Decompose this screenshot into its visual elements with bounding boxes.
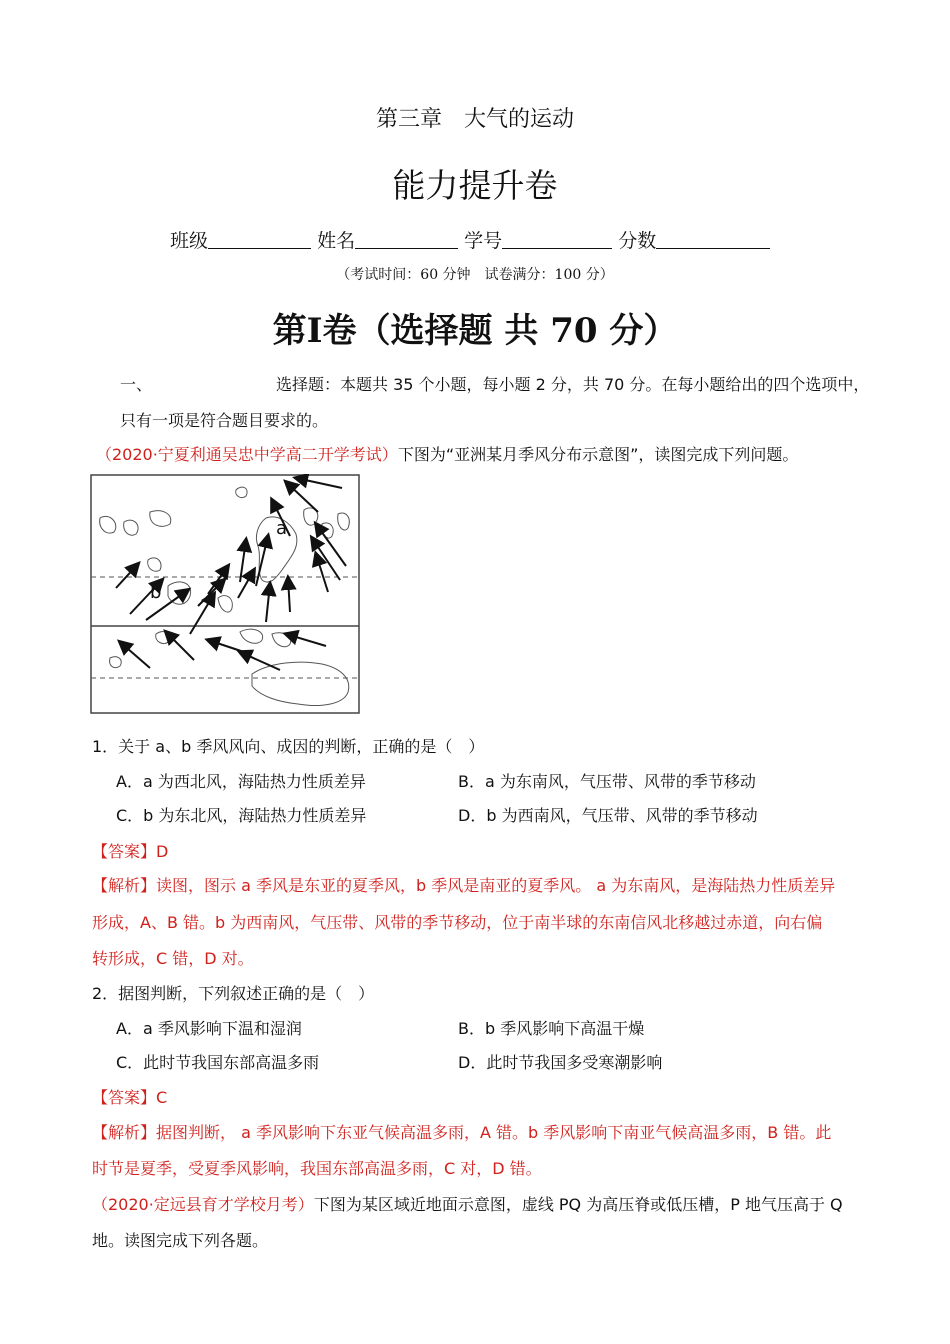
group-stem: 下图为某区域近地面示意图，虚线 PQ 为高压脊或低压槽，P 地气压高于 Q bbox=[313, 1195, 843, 1214]
analysis-label: 【解析】 bbox=[92, 1123, 157, 1142]
exam-time-note: （考试时间：60 分钟 试卷满分：100 分） bbox=[336, 267, 614, 283]
question-group-1-intro bbox=[96, 442, 798, 465]
analysis-label: 【解析】 bbox=[92, 876, 157, 895]
instruction-line-2: 只有一项是符合题目要求的。 bbox=[120, 411, 329, 430]
monsoon-map-figure bbox=[90, 474, 360, 714]
answer-label: 【答案】 bbox=[92, 1088, 157, 1107]
q1-option-b[interactable]: B．a 为东南风，气压带、风带的季节移动 bbox=[458, 772, 756, 791]
q1-option-c[interactable]: C．b 为东北风，海陆热力性质差异 bbox=[116, 806, 367, 825]
monsoon-map bbox=[90, 474, 360, 714]
q2-analysis-line-2: 时节是夏季，受夏季风影响，我国东部高温多雨，C 对，D 错。 bbox=[92, 1159, 542, 1178]
map-label-b: b bbox=[150, 582, 162, 603]
question-group-2-intro bbox=[92, 1192, 843, 1215]
instruction-line-1: 选择题：本题共 35 个小题，每小题 2 分，共 70 分。在每小题给出的四个选项中， bbox=[276, 375, 870, 394]
question-1-stem: 1．关于 a、b 季风风向、成因的判断，正确的是（ ） bbox=[92, 737, 485, 756]
analysis-text: 据图判断， a 季风影响下东亚气候高温多雨，A 错。b 季风影响下南亚气候高温多雨，B 错。此 bbox=[156, 1123, 832, 1142]
class-label: 班级 bbox=[170, 230, 209, 252]
group-2-stem-line-2: 地。读图完成下列各题。 bbox=[92, 1231, 269, 1250]
name-label: 姓名 bbox=[317, 230, 356, 252]
student-info-row bbox=[170, 226, 770, 253]
score-label: 分数 bbox=[618, 230, 657, 252]
q1-option-d[interactable]: D．b 为西南风，气压带、风带的季节移动 bbox=[458, 806, 758, 825]
page-title: 能力提升卷 bbox=[392, 166, 558, 205]
q2-option-b[interactable]: B．b 季风影响下高温干燥 bbox=[458, 1019, 645, 1038]
student-id-label: 学号 bbox=[464, 230, 503, 252]
score-blank[interactable] bbox=[656, 230, 770, 249]
group-stem: 下图为“亚洲某月季风分布示意图”，读图完成下列问题。 bbox=[397, 445, 799, 464]
q1-analysis-line-2: 形成，A、B 错。b 为西南风，气压带、风带的季节移动，位于南半球的东南信风北移越过赤道，向右偏 bbox=[92, 913, 823, 932]
name-blank[interactable] bbox=[355, 230, 458, 249]
answer-label: 【答案】 bbox=[92, 842, 157, 861]
section-title: 第Ⅰ卷（选择题 共 70 分） bbox=[272, 311, 678, 351]
q2-analysis-line-1 bbox=[92, 1120, 831, 1143]
q2-answer bbox=[92, 1085, 167, 1108]
student-id-blank[interactable] bbox=[502, 230, 612, 249]
class-blank[interactable] bbox=[208, 230, 311, 249]
source-tag: （2020·定远县育才学校月考） bbox=[92, 1195, 314, 1214]
question-2-stem: 2．据图判断，下列叙述正确的是（ ） bbox=[92, 984, 375, 1003]
q1-analysis-line-3: 转形成，C 错，D 对。 bbox=[92, 949, 254, 968]
q2-option-c[interactable]: C．此时节我国东部高温多雨 bbox=[116, 1053, 320, 1072]
q1-analysis-line-1 bbox=[92, 873, 835, 896]
answer-value: D bbox=[156, 842, 169, 861]
answer-value: C bbox=[156, 1088, 168, 1107]
q1-answer bbox=[92, 839, 168, 862]
q2-option-d[interactable]: D．此时节我国多受寒潮影响 bbox=[458, 1053, 663, 1072]
chapter-title: 第三章 大气的运动 bbox=[375, 107, 574, 132]
q2-option-a[interactable]: A．a 季风影响下温和湿润 bbox=[116, 1019, 302, 1038]
map-frame bbox=[91, 475, 359, 713]
q1-option-a[interactable]: A．a 为西北风，海陆热力性质差异 bbox=[116, 772, 366, 791]
instruction-number: 一、 bbox=[120, 375, 153, 394]
analysis-text: 读图，图示 a 季风是东亚的夏季风，b 季风是南亚的夏季风。 a 为东南风，是海陆热力性质差异 bbox=[156, 876, 836, 895]
source-tag: （2020·宁夏利通吴忠中学高二开学考试） bbox=[96, 445, 398, 464]
map-label-a: a bbox=[276, 518, 288, 539]
